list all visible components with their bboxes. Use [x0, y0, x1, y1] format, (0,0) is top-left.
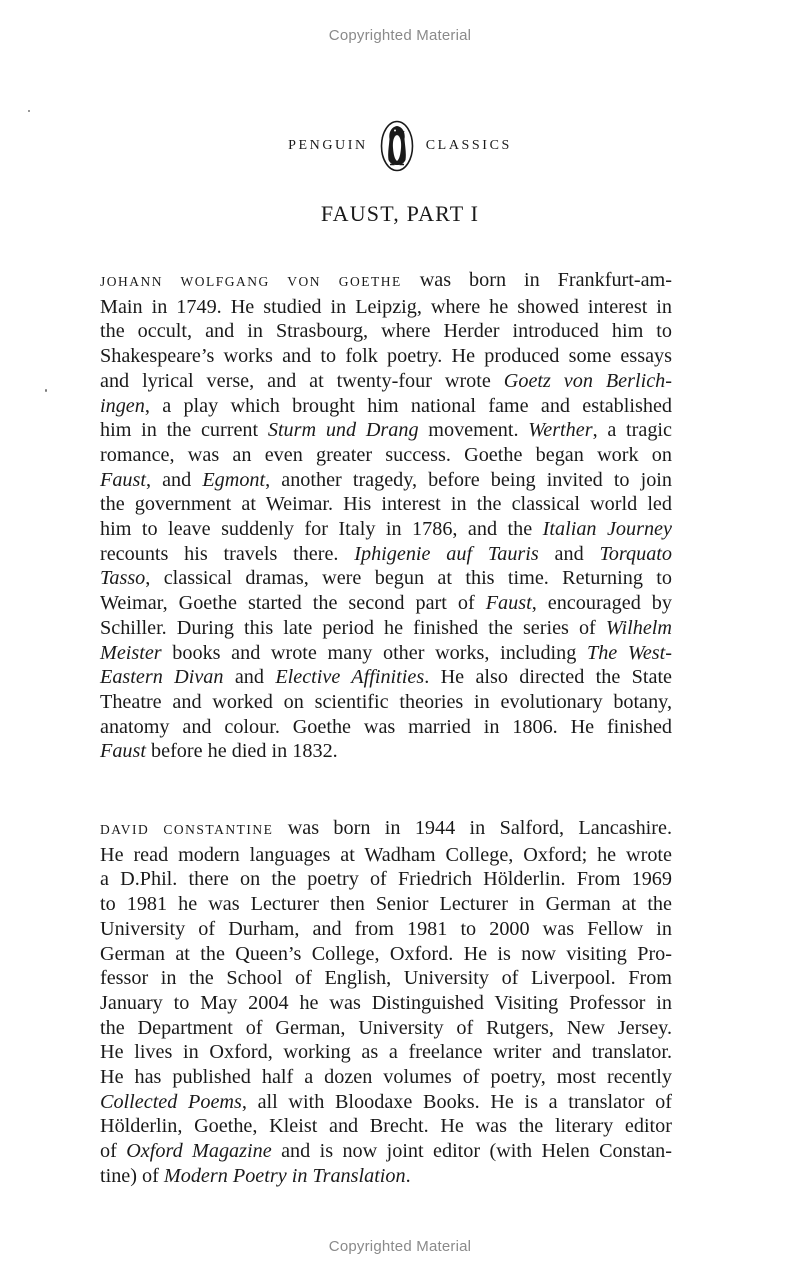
italic-title: Wilhelm	[605, 616, 672, 639]
bio-author-name: JOHANN WOLFGANG VON GOETHE	[100, 274, 402, 289]
bio-line	[100, 715, 672, 740]
italic-title: Tasso	[100, 567, 146, 590]
copyright-watermark-bottom: Copyrighted Material	[328, 1238, 472, 1255]
italic-title: Italian Journey	[542, 518, 672, 541]
bio-line	[100, 616, 672, 641]
bio-line	[100, 517, 672, 542]
bio-text: January to May 2004 he was Distinguished Visiting Professor in	[100, 991, 672, 1014]
italic-title: Egmont	[202, 468, 266, 491]
bio-text: , another tragedy, before being invited to join	[265, 468, 672, 491]
bio-line	[100, 369, 672, 394]
italic-title: Torquato	[599, 542, 672, 565]
bio-text: . He also directed the State	[424, 666, 673, 689]
bio-text: him in the current	[100, 419, 268, 442]
scan-speck	[28, 110, 30, 112]
bio-text: and lyrical verse, and at twenty-four wrote	[100, 369, 504, 392]
bio-line	[100, 867, 672, 892]
scan-speck	[45, 389, 47, 392]
bio-text: him to leave suddenly for Italy in 1786, and the	[100, 518, 543, 541]
bio-text: He read modern languages at Wadham College, Oxford; he wrote	[100, 843, 672, 866]
italic-title: Faust	[100, 740, 146, 763]
bio-line	[100, 917, 672, 942]
bio-text: to 1981 he was Lecturer then Senior Lecturer in German at the	[100, 893, 672, 916]
bio-text: University of Durham, and from 1981 to 2000 was Fellow in	[100, 917, 672, 940]
bio-line	[100, 843, 672, 868]
series-word-classics: CLASSICS	[425, 138, 512, 153]
italic-title: Modern Poetry in Translation	[163, 1164, 406, 1187]
italic-title: Sturm und Drang	[267, 419, 419, 442]
bio-line	[100, 492, 672, 517]
bio-line	[100, 443, 672, 468]
bio-line	[100, 319, 672, 344]
bio-line	[100, 966, 672, 991]
italic-title: ingen	[100, 394, 145, 417]
book-title: FAUST, PART I	[320, 201, 480, 226]
bio-line	[100, 991, 672, 1016]
series-imprint	[0, 120, 800, 172]
bio-line	[100, 690, 672, 715]
bio-text: , all with Bloodaxe Books. He is a translator of	[241, 1090, 672, 1113]
bio-line	[100, 268, 672, 295]
italic-title: Werther	[528, 419, 593, 442]
copyright-watermark-top: Copyrighted Material	[328, 27, 472, 44]
bio-text: and is now joint editor (with Helen Constan-	[271, 1140, 672, 1163]
italic-title: Goetz von Berlich-	[503, 369, 672, 392]
bio-text: and	[223, 666, 276, 689]
bio-text: , a play which brought him national fame and established	[144, 394, 672, 417]
bio-text: tine) of	[100, 1164, 164, 1187]
bio-line	[100, 739, 672, 764]
bio-text: German at the Queen’s College, Oxford. He is now visiting Pro-	[100, 942, 672, 965]
bio-text: , classical dramas, were begun at this time. Returning to	[145, 567, 672, 590]
bio-line	[100, 816, 672, 843]
bio-line	[100, 542, 672, 567]
bio-line	[100, 1139, 672, 1164]
bio-line	[100, 394, 672, 419]
italic-title: The West-	[586, 641, 672, 664]
bio-line	[100, 641, 672, 666]
bio-text: He lives in Oxford, working as a freelance writer and translator.	[100, 1041, 672, 1064]
bio-text: a D.Phil. there on the poetry of Friedrich Hölderlin. From 1969	[100, 868, 672, 891]
penguin-logo-icon	[380, 120, 414, 172]
bio-text: the government at Weimar. His interest in the classical world led	[100, 493, 672, 516]
bio-text: and	[538, 542, 600, 565]
italic-title: Faust	[485, 592, 532, 615]
bio-text: fessor in the School of English, University of Liverpool. From	[100, 967, 672, 990]
bio-line	[100, 468, 672, 493]
bio-text: Theatre and worked on scientific theories in evolutionary botany,	[100, 690, 672, 713]
italic-title: Meister	[100, 641, 162, 664]
italic-title: Faust	[100, 468, 146, 491]
bio-line	[100, 1090, 672, 1115]
bio-line	[100, 344, 672, 369]
bio-text: , and	[145, 468, 203, 491]
bio-line	[100, 418, 672, 443]
bio-text: recounts his travels there.	[100, 542, 355, 565]
bio-line	[100, 942, 672, 967]
italic-title: Elective Affinities	[275, 666, 425, 689]
bio-line	[100, 295, 672, 320]
bio-text: Shakespeare’s works and to folk poetry. He produced some essays	[100, 345, 672, 368]
bio-text: Schiller. During this late period he finished the series of	[100, 616, 606, 639]
bio-text: movement.	[418, 419, 529, 442]
bio-line	[100, 1114, 672, 1139]
italic-title: Collected Poems	[100, 1090, 242, 1113]
series-word-penguin: PENGUIN	[288, 138, 368, 153]
bio-author-name: DAVID CONSTANTINE	[100, 822, 274, 837]
bio-line	[100, 1164, 672, 1189]
bio-text: Weimar, Goethe started the second part of	[100, 592, 486, 615]
italic-title: Iphigenie auf Tauris	[354, 542, 539, 565]
bio-text: the occult, and in Strasbourg, where Herder introduced him to	[100, 320, 672, 343]
bio-text: He has published half a dozen volumes of poetry, most recently	[100, 1066, 672, 1089]
bio-line	[100, 591, 672, 616]
author-bio-goethe	[100, 268, 672, 764]
italic-title: Eastern Divan	[100, 666, 224, 689]
bio-text: Hölderlin, Goethe, Kleist and Brecht. He was the literary editor	[100, 1115, 672, 1138]
bio-text: was born in 1944 in Salford, Lancashire.	[273, 817, 672, 839]
bio-text: of	[100, 1140, 127, 1163]
bio-line	[100, 1065, 672, 1090]
bio-line	[100, 1016, 672, 1041]
bio-text: the Department of German, University of Rutgers, New Jersey.	[100, 1016, 672, 1039]
bio-text: , encouraged by	[531, 592, 672, 615]
bio-text: anatomy and colour. Goethe was married in 1806. He finished	[100, 715, 672, 738]
translator-bio-constantine	[100, 816, 672, 1189]
bio-line	[100, 1040, 672, 1065]
bio-text: was born in Frankfurt-am-	[401, 269, 672, 291]
bio-line	[100, 665, 672, 690]
bio-text: .	[405, 1164, 411, 1187]
bio-line	[100, 892, 672, 917]
italic-title: Oxford Magazine	[126, 1140, 272, 1163]
bio-text: books and wrote many other works, including	[161, 641, 587, 664]
bio-text: Main in 1749. He studied in Leipzig, where he showed interest in	[100, 295, 672, 318]
bio-text: romance, was an even greater success. Goethe began work on	[100, 443, 672, 466]
bio-line	[100, 566, 672, 591]
bio-text: before he died in 1832.	[145, 740, 338, 763]
bio-text: , a tragic	[592, 419, 672, 442]
